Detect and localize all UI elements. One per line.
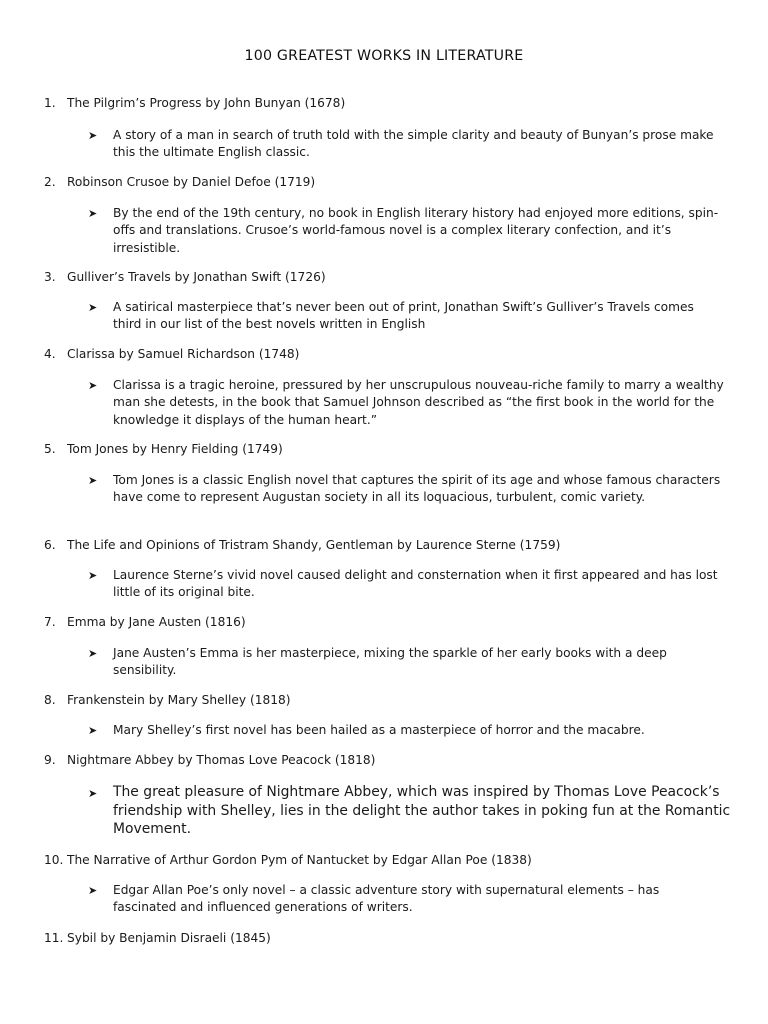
list-number: 2.: [44, 175, 56, 189]
list-item-heading: Robinson Crusoe by Daniel Defoe (1719): [67, 175, 316, 189]
arrow-bullet-icon: ➤: [88, 474, 98, 487]
list-item-heading: Nightmare Abbey by Thomas Love Peacock (1818): [67, 753, 376, 767]
description-text: A story of a man in search of truth told with the simple clarity and beauty of Bunyan’s prose make this the ultimate English classic.: [113, 128, 714, 160]
description-text: Laurence Sterne’s vivid novel caused delight and consternation when it first appeared and has lost little of its original bite.: [113, 568, 718, 600]
description-text: A satirical masterpiece that’s never been out of print, Jonathan Swift’s Gulliver’s Travels comes third in our list of the best novels written in English: [113, 300, 694, 332]
list-number: 6.: [44, 538, 56, 552]
list-item-heading: Tom Jones by Henry Fielding (1749): [67, 442, 283, 456]
list-number: 11.: [44, 931, 64, 945]
list-number: 3.: [44, 270, 56, 284]
list-item-heading: The Life and Opinions of Tristram Shandy, Gentleman by Laurence Sterne (1759): [67, 538, 561, 552]
description-text: Clarissa is a tragic heroine, pressured by her unscrupulous nouveau-riche family to marry a wealthy man she detests, in the book that Samuel Johnson described as “the first book in the world for the knowledge it displays of the human heart.”: [113, 378, 724, 427]
arrow-bullet-icon: ➤: [88, 647, 98, 660]
list-item-heading: The Narrative of Arthur Gordon Pym of Nantucket by Edgar Allan Poe (1838): [67, 853, 532, 867]
arrow-bullet-icon: ➤: [88, 787, 98, 800]
list-number: 1.: [44, 96, 56, 110]
list-item-heading: Sybil by Benjamin Disraeli (1845): [67, 931, 271, 945]
arrow-bullet-icon: ➤: [88, 569, 98, 582]
description-text: The great pleasure of Nightmare Abbey, which was inspired by Thomas Love Peacock’s friendship with Shelley, lies in the delight the author takes in poking fun at the Romantic Movement.: [113, 784, 731, 838]
description-text: Tom Jones is a classic English novel that captures the spirit of its age and whose famous characters have come to represent Augustan society in all its loquacious, turbulent, comic variety.: [113, 473, 721, 505]
arrow-bullet-icon: ➤: [88, 207, 98, 220]
list-number: 4.: [44, 347, 56, 361]
list-item-heading: Emma by Jane Austen (1816): [67, 615, 246, 629]
arrow-bullet-icon: ➤: [88, 379, 98, 392]
list-number: 9.: [44, 753, 56, 767]
list-number: 7.: [44, 615, 56, 629]
list-item-heading: The Pilgrim’s Progress by John Bunyan (1678): [67, 96, 346, 110]
list-item-heading: Clarissa by Samuel Richardson (1748): [67, 347, 300, 361]
page-title: 100 GREATEST WORKS IN LITERATURE: [244, 48, 524, 64]
description-text: Edgar Allan Poe’s only novel – a classic adventure story with supernatural elements – has fascinated and influenced generations of writers.: [113, 883, 660, 915]
arrow-bullet-icon: ➤: [88, 724, 98, 737]
list-item-heading: Gulliver’s Travels by Jonathan Swift (1726): [67, 270, 326, 284]
arrow-bullet-icon: ➤: [88, 884, 98, 897]
list-number: 8.: [44, 693, 56, 707]
list-number: 5.: [44, 442, 56, 456]
description-text: By the end of the 19th century, no book in English literary history had enjoyed more editions, spin-offs and translations. Crusoe’s world-famous novel is a complex literary confection, and it’s irresistible.: [113, 206, 719, 255]
arrow-bullet-icon: ➤: [88, 129, 98, 142]
list-item-heading: Frankenstein by Mary Shelley (1818): [67, 693, 291, 707]
description-text: Jane Austen’s Emma is her masterpiece, mixing the sparkle of her early books with a deep sensibility.: [113, 646, 667, 678]
description-text: Mary Shelley’s first novel has been hailed as a masterpiece of horror and the macabre.: [113, 723, 645, 737]
list-number: 10.: [44, 853, 64, 867]
arrow-bullet-icon: ➤: [88, 301, 98, 314]
